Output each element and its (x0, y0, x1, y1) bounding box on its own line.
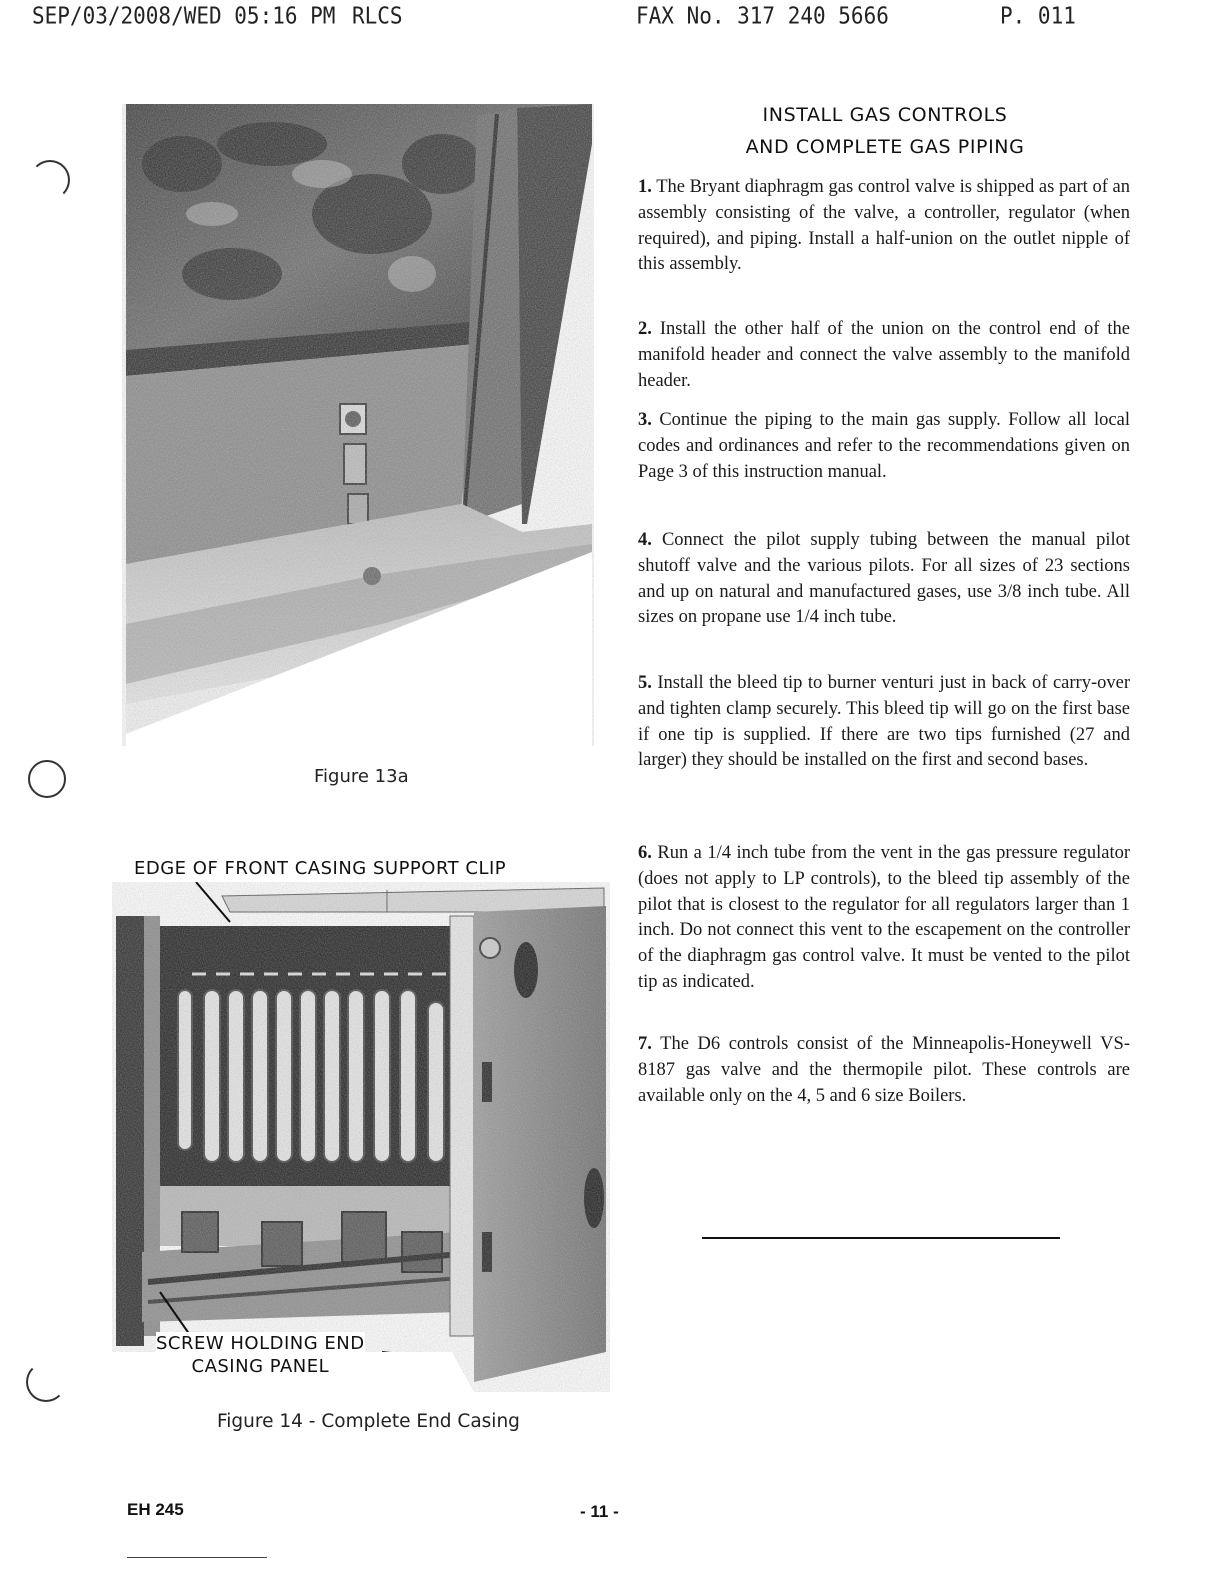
footer-scan-line (127, 1557, 267, 1558)
fax-timestamp: SEP/03/2008/WED 05:16 PM (32, 2, 336, 29)
footer-doc-id: EH 245 (127, 1500, 184, 1519)
callout-screw-end-casing (156, 1332, 365, 1378)
fax-page: P. 011 (1000, 2, 1076, 29)
section-end-rule (702, 1237, 1060, 1239)
callout-screw-line2: CASING PANEL (191, 1356, 330, 1377)
step-number: 6. (638, 843, 652, 863)
step-number: 2. (638, 319, 652, 339)
fax-sender: RLCS (352, 2, 403, 29)
figure-14-caption: Figure 14 - Complete End Casing (217, 1411, 520, 1432)
step-text: Run a 1/4 inch tube from the vent in the gas pressure regulator (does not apply to LP controls), to the bleed tip assembly of the pilot that is closest to the regulator for all regulators larger than 1 inch. Do not connect this vent to the escapement on the controller of the diaphragm gas control valve. It must be vented to the pilot tip as indicated. (638, 843, 1131, 992)
step-6 (638, 841, 1130, 996)
callout-screw-line1: SCREW HOLDING END (156, 1333, 365, 1354)
figure-13a-photo (122, 104, 594, 746)
step-number: 7. (638, 1034, 652, 1054)
step-4 (638, 528, 1130, 631)
step-text: Continue the piping to the main gas supply. Follow all local codes and ordinances and refer to the recommendations given on Page 3 of this instruction manual. (638, 410, 1130, 482)
fax-header (0, 2, 1224, 36)
punch-hole-mark (28, 760, 66, 798)
figure-14-photo (112, 882, 610, 1392)
step-text: Install the bleed tip to burner venturi just in back of carry-over and tighten clamp securely. This bleed tip will go on the first base if one tip is supplied. If there are two tips furnished (27 and larger) they should be installed on the first and second bases. (638, 673, 1130, 771)
step-text: The Bryant diaphragm gas control valve is shipped as part of an assembly consisting of the valve, a controller, regulator (when required), and piping. Install a half-union on the outlet nipple of this assembly. (638, 177, 1130, 275)
step-5 (638, 671, 1130, 774)
step-number: 1. (638, 177, 652, 197)
footer-page-number: - 11 - (580, 1502, 619, 1521)
callout-front-casing-clip: EDGE OF FRONT CASING SUPPORT CLIP (134, 858, 507, 879)
section-heading-line2: AND COMPLETE GAS PIPING (745, 136, 1025, 158)
step-number: 3. (638, 410, 652, 430)
step-text: Install the other half of the union on the control end of the manifold header and connect the valve assembly to the manifold header. (638, 319, 1130, 391)
punch-hole-mark (30, 160, 70, 200)
step-2 (638, 317, 1130, 394)
step-1 (638, 175, 1130, 278)
step-3 (638, 408, 1130, 485)
step-text: The D6 controls consist of the Minneapolis-Honeywell VS-8187 gas valve and the thermopile pilot. These controls are available only on the 4, 5 and 6 size Boilers. (638, 1034, 1130, 1106)
figure-13a-caption: Figure 13a (314, 766, 409, 787)
step-number: 5. (638, 673, 652, 693)
punch-hole-mark (26, 1362, 66, 1402)
step-7 (638, 1032, 1130, 1109)
section-heading-line1: INSTALL GAS CONTROLS (762, 104, 1008, 126)
step-number: 4. (638, 530, 652, 550)
step-text: Connect the pilot supply tubing between the manual pilot shutoff valve and the various pilots. For all sizes of 23 sections and up on natural and manufactured gases, use 3/8 inch tube. All sizes on propane use 1/4 inch tube. (638, 530, 1131, 628)
fax-number: FAX No. 317 240 5666 (636, 2, 889, 29)
